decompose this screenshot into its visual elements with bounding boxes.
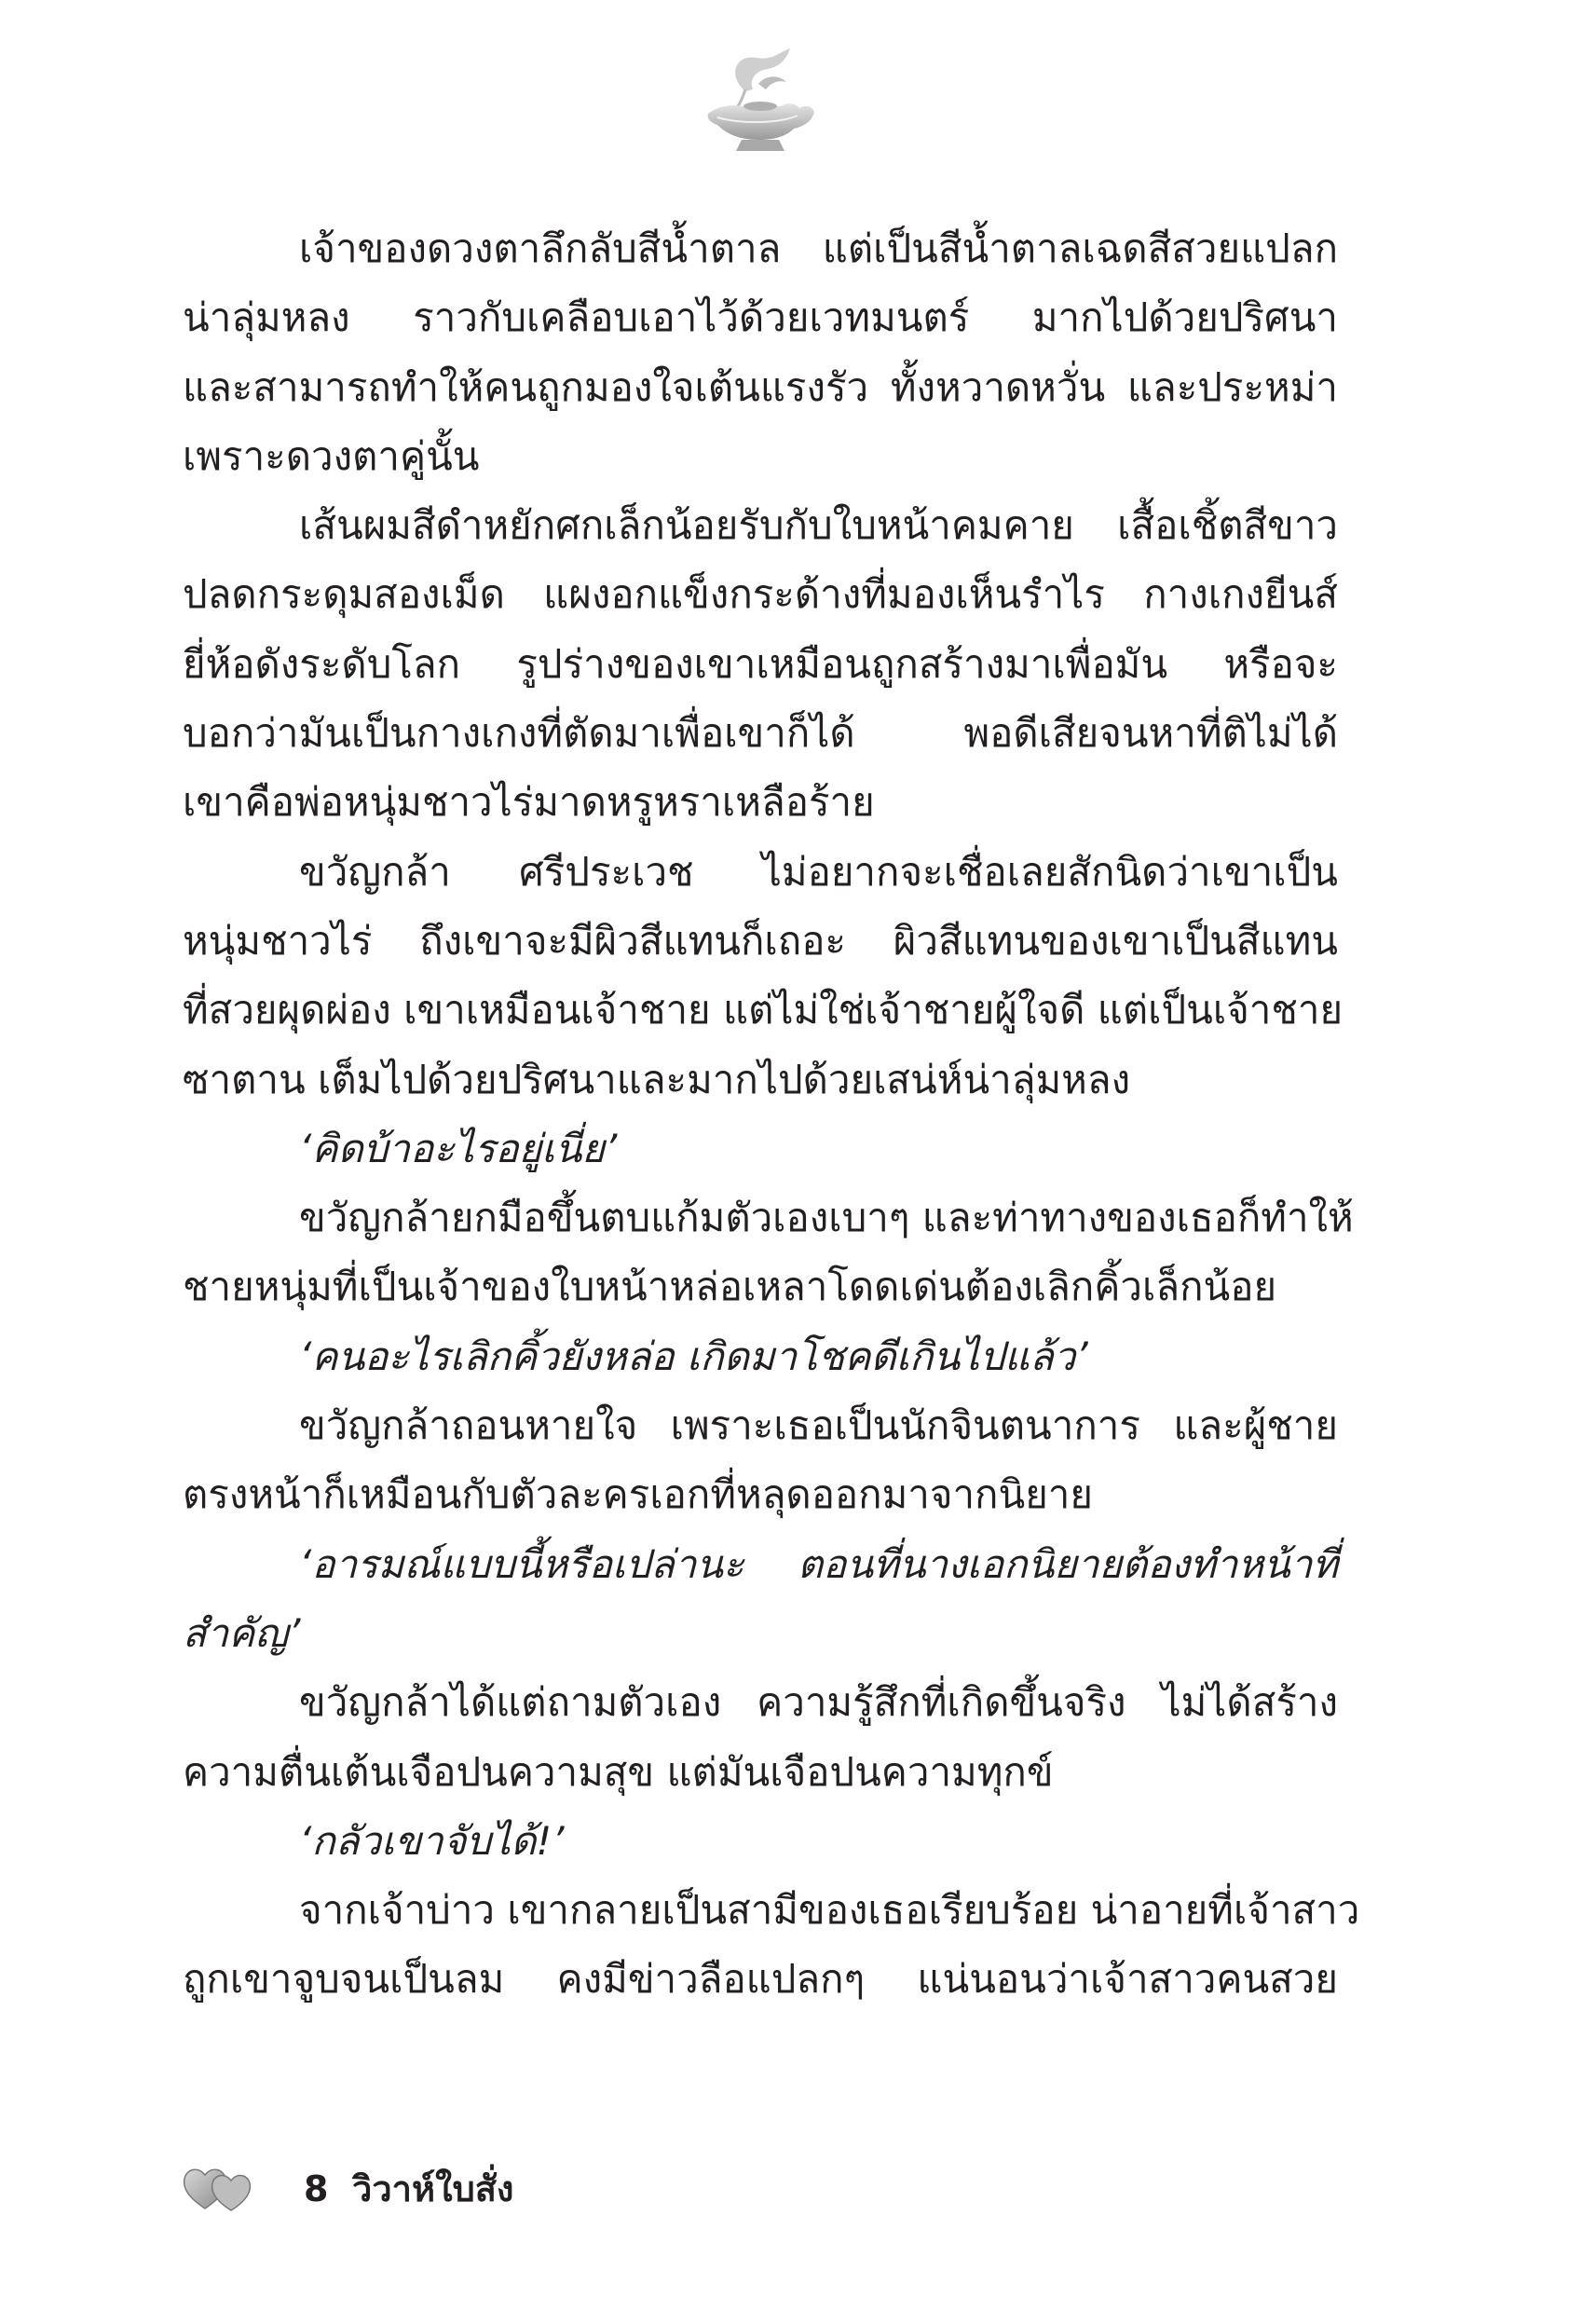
text-line: ขวัญกล้าได้แต่ถามตัวเอง ความรู้สึกที่เกิดขึ้นจริง ไม่ได้สร้าง [299,1679,1338,1726]
text-line: ตรงหน้าก็เหมือนกับตัวละครเอกที่หลุดออกมาจากนิยาย [183,1471,1093,1518]
text-line: จากเจ้าบ่าว เขากลายเป็นสามีของเธอเรียบร้อย น่าอายที่เจ้าสาว [299,1887,1360,1934]
text-line: ที่สวยผุดผ่อง เขาเหมือนเจ้าชาย แต่ไม่ใช่เจ้าชายผู้ใจดี แต่เป็นเจ้าชาย [183,987,1344,1033]
thought-line: ‘คิดบ้าอะไรอยู่เนี่ย’ [299,1125,618,1171]
text-line: หนุ่มชาวไร่ ถึงเขาจะมีผิวสีแทนก็เถอะ ผิวสีแทนของเขาเป็นสีแทน [183,917,1338,964]
thought-line: ‘อารมณ์แบบนี้หรือเปล่านะ ตอนที่นางเอกนิยายต้องทำหน้าที่ [299,1540,1338,1587]
thought-line: ‘กลัวเขาจับได้!’ [299,1817,565,1864]
text-line: ซาตาน เต็มไปด้วยปริศนาและมากไปด้วยเสน่ห์น่าลุ่มหลง [183,1056,1131,1102]
text-line: เส้นผมสีดำหยักศกเล็กน้อยรับกับใบหน้าคมคาย เสื้อเชิ้ตสีขาว [299,502,1338,549]
text-line: เพราะดวงตาคู่นั้น [183,432,480,479]
text-line: ขวัญกล้าถอนหายใจ เพราะเธอเป็นนักจินตนาการ และผู้ชาย [299,1402,1338,1449]
double-heart-icon [183,2164,257,2214]
text-line: ความตื่นเต้นเจือปนความสุข แต่มันเจือปนความทุกข์ [183,1748,1054,1795]
text-line: ถูกเขาจูบจนเป็นลม คงมีข่าวลือแปลกๆ แน่นอนว่าเจ้าสาวคนสวย [183,1956,1338,2003]
page-number: 8 [304,2168,329,2209]
thought-line: สำคัญ’ [183,1609,301,1656]
page-footer [183,2160,835,2225]
text-line: และสามารถทำให้คนถูกมองใจเต้นแรงรัว ทั้งหวาดหวั่น และประหม่า [183,363,1338,410]
thought-line: ‘คนอะไรเลิกคิ้วยังหล่อ เกิดมาโชคดีเกินไปแล้ว’ [299,1333,1088,1379]
text-line: น่าลุ่มหลง ราวกับเคลือบเอาไว้ด้วยเวทมนตร์ มากไปด้วยปริศนา [183,294,1338,341]
lamp-ornament-icon [689,47,820,158]
body-text [183,214,1360,2015]
text-line: ปลดกระดุมสองเม็ด แผงอกแข็งกระด้างที่มองเห็นรำไร กางเกงยีนส์ [183,571,1338,618]
text-line: บอกว่ามันเป็นกางเกงที่ตัดมาเพื่อเขาก็ได้ พอดีเสียจนหาที่ติไม่ได้ [183,710,1338,757]
text-line: ขวัญกล้ายกมือขึ้นตบแก้มตัวเองเบาๆ และท่าทางของเธอก็ทำให้ [299,1195,1354,1241]
text-line: ยี่ห้อดังระดับโลก รูปร่างของเขาเหมือนถูกสร้างมาเพื่อมัน หรือจะ [183,640,1338,687]
text-line: เจ้าของดวงตาลึกลับสีน้ำตาล แต่เป็นสีน้ำตาลเฉดสีสวยแปลก [299,226,1338,271]
text-line: ชายหนุ่มที่เป็นเจ้าของใบหน้าหล่อเหลาโดดเด่นต้องเลิกคิ้วเล็กน้อย [183,1264,1277,1310]
text-line: ขวัญกล้า ศรีประเวช ไม่อยากจะเชื่อเลยสักนิดว่าเขาเป็น [299,848,1338,895]
book-title: วิวาห์ใบสั่ง [352,2168,514,2209]
text-line: เขาคือพ่อหนุ่มชาวไร่มาดหรูหราเหลือร้าย [183,779,875,826]
